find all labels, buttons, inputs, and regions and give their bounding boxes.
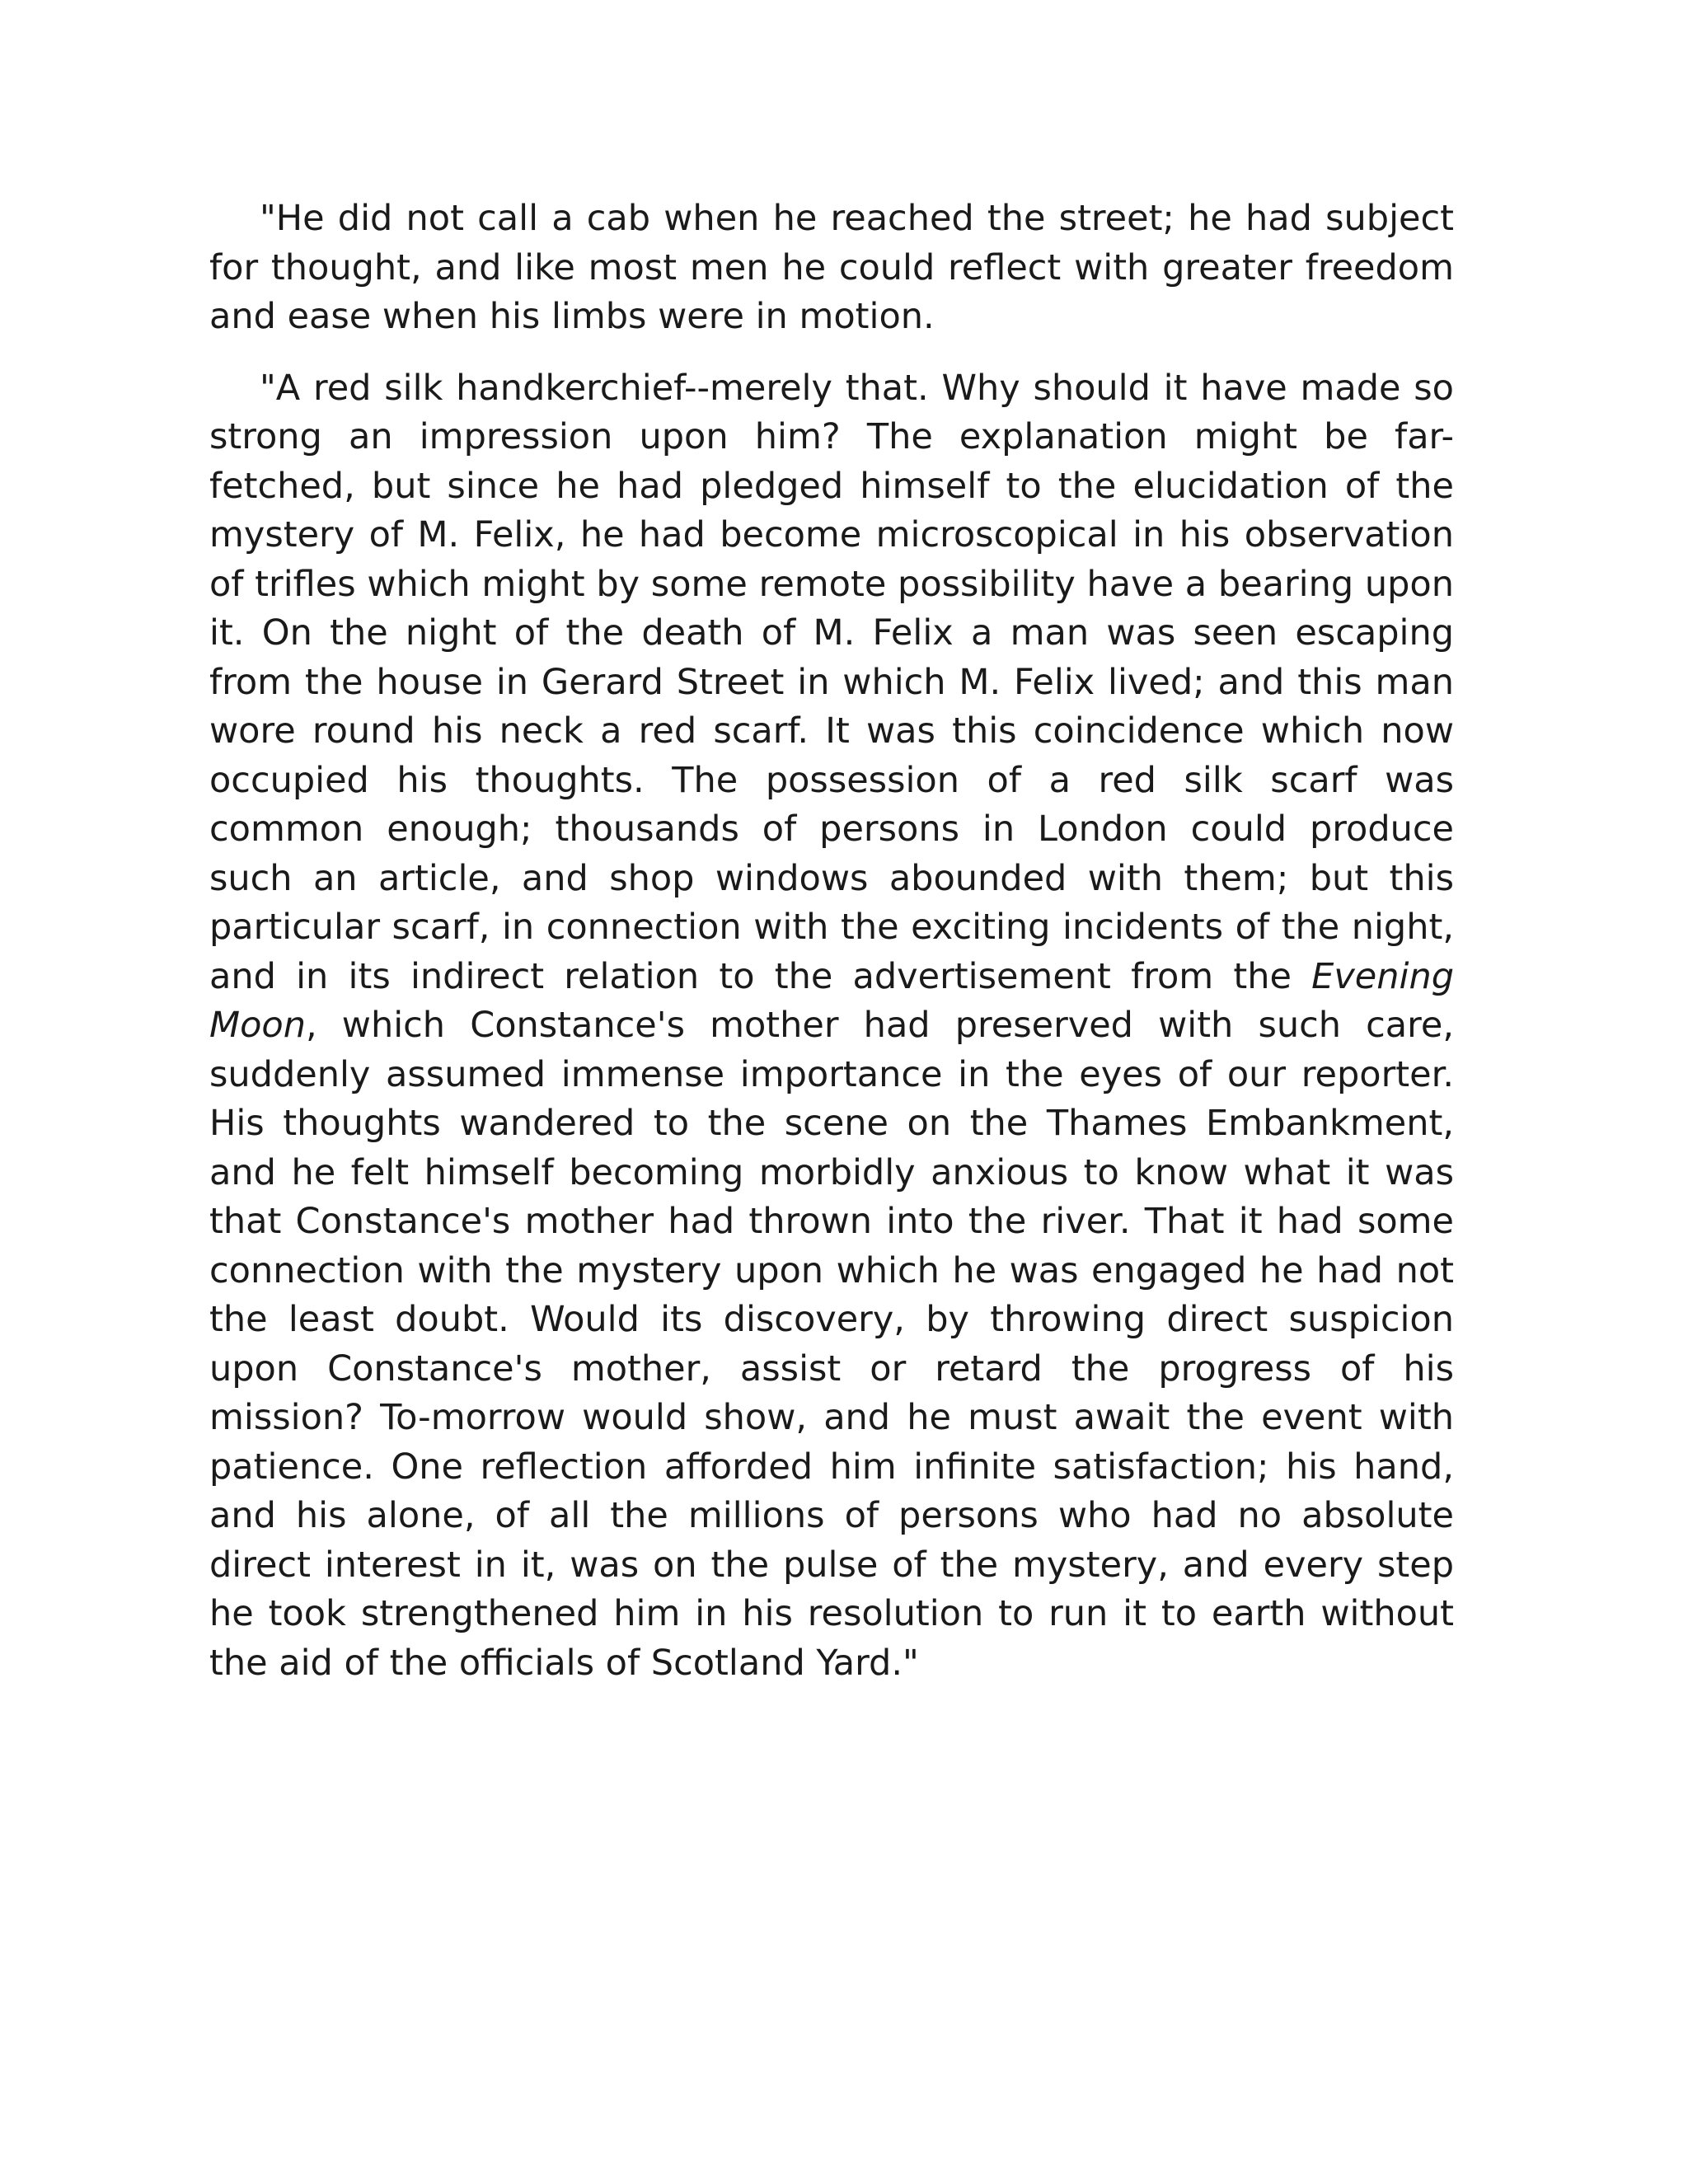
paragraph-2-text-end: , which Constance's mother had preserved with such care, suddenly assumed immense importance in the eyes of our reporter. His thoughts wandered to the scene on the Thames Embankment, and he felt himself becoming morbidly anxious to know what it was that Constance's mother had thrown into the river. That it had some connection with the mystery upon which he was engaged he had not the least doubt. Would its discovery, by throwing direct suspicion upon Constance's mother, assist or retard the progress of his mission? To-morrow would show, and he must await the event with patience. One reflection afforded him infinite satisfaction; his hand, and his alone, of all the millions of persons who had no absolute direct interest in it, was on the pulse of the mystery, and every step he took strengthened him in his resolution to run it to earth without the aid of the officials of Scotland Yard." (209, 1005, 1454, 1684)
paragraph-1 (209, 194, 1454, 342)
paragraph-2-text-start: "A red silk handkerchief--merely that. Why should it have made so strong an impression upon him? The explanation might be far-fetched, but since he had pledged himself to the elucidation of the mystery of M. Felix, he had become microscopical in his observation of trifles which might by some remote possibility have a bearing upon it. On the night of the death of M. Felix a man was seen escaping from the house in Gerard Street in which M. Felix lived; and this man wore round his neck a red scarf. It was this coincidence which now occupied his thoughts. The possession of a red silk scarf was common enough; thousands of persons in London could produce such an article, and shop windows abounded with them; but this particular scarf, in connection with the exciting incidents of the night, and in its indirect relation to the advertisement from the (209, 367, 1454, 997)
paragraph-2 (209, 364, 1454, 1689)
newspaper-title: Evening Moon (209, 955, 1454, 1046)
paragraph-1-text: "He did not call a cab when he reached the street; he had subject for thought, and like most men he could reflect with greater freedom and ease when his limbs were in motion. (209, 198, 1454, 337)
page-body (209, 194, 1454, 1688)
